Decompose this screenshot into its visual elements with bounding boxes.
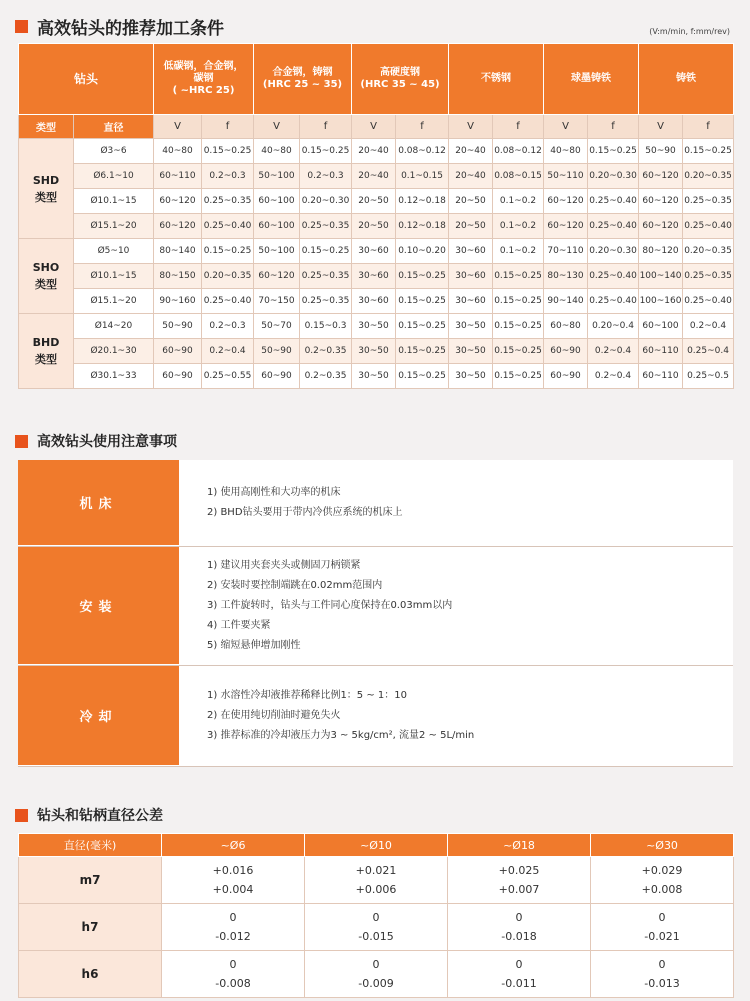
f-header: f	[588, 115, 639, 139]
feed-cell: 0.20~0.35	[683, 164, 734, 189]
speed-cell: 30~60	[449, 239, 493, 264]
speed-cell: 100~140	[639, 264, 683, 289]
feed-cell: 0.1~0.2	[493, 189, 544, 214]
speed-cell: 30~60	[449, 264, 493, 289]
material-label: (HRC 25 ~ 35)	[262, 79, 343, 90]
speed-cell: 20~50	[449, 214, 493, 239]
feed-cell: 0.15~0.25	[493, 339, 544, 364]
speed-cell: 30~50	[352, 314, 396, 339]
speed-cell: 80~130	[544, 264, 588, 289]
tolerance-value-cell	[305, 951, 448, 998]
note-item: 2) 在使用纯切削油时避免失火	[207, 710, 341, 721]
note-item: 1) 水溶性冷却液推荐稀释比例1：5 ~ 1：10	[207, 690, 407, 701]
feed-cell: 0.2~0.4	[588, 339, 639, 364]
table-row	[19, 264, 734, 289]
type-group-cell	[19, 139, 74, 239]
speed-cell: 80~140	[154, 239, 202, 264]
speed-cell: 60~100	[639, 314, 683, 339]
type-label: 类型	[35, 278, 57, 291]
feed-cell: 0.08~0.12	[493, 139, 544, 164]
feed-cell: 0.1~0.2	[493, 239, 544, 264]
material-label: 不锈钢	[481, 73, 512, 84]
speed-cell: 20~50	[352, 189, 396, 214]
feed-cell: 0.15~0.3	[300, 314, 352, 339]
speed-cell: 30~60	[352, 264, 396, 289]
section-title-conditions	[15, 14, 224, 39]
speed-cell: 60~100	[254, 214, 300, 239]
diameter-mm-header: 直径(毫米)	[19, 834, 162, 857]
material-header	[352, 44, 449, 115]
type-header: 类型	[19, 115, 74, 139]
feed-cell: 0.15~0.25	[493, 364, 544, 389]
speed-cell: 50~90	[254, 339, 300, 364]
lower-deviation: -0.012	[215, 930, 251, 943]
speed-cell: 60~110	[639, 339, 683, 364]
speed-cell: 60~90	[544, 364, 588, 389]
tolerance-value-cell	[305, 904, 448, 951]
feed-cell: 0.12~0.18	[396, 214, 449, 239]
speed-cell: 50~110	[544, 164, 588, 189]
feed-cell: 0.25~0.35	[683, 189, 734, 214]
diameter-cell: Ø10.1~15	[74, 264, 154, 289]
type-code: SHO	[32, 261, 60, 274]
diameter-range-header: ~Ø10	[305, 834, 448, 857]
speed-cell: 30~60	[449, 289, 493, 314]
feed-cell: 0.12~0.18	[396, 189, 449, 214]
v-header: V	[544, 115, 588, 139]
feed-cell: 0.25~0.35	[202, 189, 254, 214]
feed-cell: 0.2~0.35	[300, 364, 352, 389]
section-title-text: 高效钻头的推荐加工条件	[37, 19, 224, 39]
table-row	[19, 289, 734, 314]
table-row	[19, 214, 734, 239]
note-category-label: 机床	[18, 460, 179, 546]
speed-cell: 60~100	[254, 189, 300, 214]
tolerance-table	[18, 833, 734, 998]
v-header: V	[639, 115, 683, 139]
table-row	[19, 339, 734, 364]
type-label: 类型	[35, 353, 57, 366]
speed-cell: 80~120	[639, 239, 683, 264]
table-row	[19, 314, 734, 339]
note-row	[18, 547, 733, 666]
feed-cell: 0.20~0.35	[683, 239, 734, 264]
speed-cell: 60~120	[154, 189, 202, 214]
feed-cell: 0.15~0.25	[300, 239, 352, 264]
note-item: 1) 使用高刚性和大功率的机床	[207, 487, 341, 498]
feed-cell: 0.25~0.35	[300, 289, 352, 314]
upper-deviation: 0	[372, 911, 380, 924]
speed-cell: 60~120	[544, 189, 588, 214]
upper-deviation: 0	[515, 911, 523, 924]
lower-deviation: +0.004	[212, 883, 254, 896]
tolerance-value-cell	[448, 904, 591, 951]
feed-cell: 0.2~0.4	[683, 314, 734, 339]
feed-cell: 0.20~0.4	[588, 314, 639, 339]
type-group-cell	[19, 314, 74, 389]
note-item: 1) 建议用夹套夹头或侧固刀柄锁紧	[207, 560, 361, 571]
lower-deviation: +0.006	[355, 883, 397, 896]
speed-cell: 70~150	[254, 289, 300, 314]
tolerance-value-cell	[591, 857, 734, 904]
speed-cell: 60~120	[154, 214, 202, 239]
feed-cell: 0.25~0.55	[202, 364, 254, 389]
feed-cell: 0.25~0.40	[588, 189, 639, 214]
feed-cell: 0.15~0.25	[202, 139, 254, 164]
feed-cell: 0.25~0.35	[683, 264, 734, 289]
upper-deviation: 0	[229, 911, 237, 924]
section-title-text: 钻头和钻柄直径公差	[37, 808, 163, 824]
v-header: V	[449, 115, 493, 139]
f-header: f	[202, 115, 254, 139]
speed-cell: 30~50	[449, 364, 493, 389]
feed-cell: 0.15~0.25	[683, 139, 734, 164]
speed-cell: 80~150	[154, 264, 202, 289]
feed-cell: 0.20~0.30	[300, 189, 352, 214]
speed-cell: 60~90	[544, 339, 588, 364]
speed-cell: 50~100	[254, 164, 300, 189]
speed-cell: 90~140	[544, 289, 588, 314]
v-header: V	[254, 115, 300, 139]
speed-cell: 60~120	[639, 164, 683, 189]
diameter-cell: Ø20.1~30	[74, 339, 154, 364]
feed-cell: 0.15~0.25	[202, 239, 254, 264]
feed-cell: 0.25~0.40	[683, 214, 734, 239]
speed-cell: 20~40	[449, 139, 493, 164]
upper-deviation: +0.016	[212, 864, 254, 877]
feed-cell: 0.2~0.3	[300, 164, 352, 189]
speed-cell: 60~110	[154, 164, 202, 189]
material-header	[254, 44, 352, 115]
tolerance-value-cell	[448, 951, 591, 998]
diameter-cell: Ø14~20	[74, 314, 154, 339]
feed-cell: 0.15~0.25	[493, 314, 544, 339]
header-row	[19, 44, 734, 115]
diameter-cell: Ø6.1~10	[74, 164, 154, 189]
diameter-cell: Ø10.1~15	[74, 189, 154, 214]
type-group-cell	[19, 239, 74, 314]
material-header	[154, 44, 254, 115]
f-header: f	[493, 115, 544, 139]
diameter-cell: Ø5~10	[74, 239, 154, 264]
feed-cell: 0.2~0.4	[202, 339, 254, 364]
tolerance-class-label: h7	[19, 904, 162, 951]
speed-cell: 20~40	[352, 164, 396, 189]
feed-cell: 0.25~0.5	[683, 364, 734, 389]
feed-cell: 0.25~0.40	[202, 214, 254, 239]
feed-cell: 0.2~0.3	[202, 314, 254, 339]
feed-cell: 0.25~0.40	[588, 264, 639, 289]
tolerance-value-cell	[162, 904, 305, 951]
feed-cell: 0.2~0.35	[300, 339, 352, 364]
feed-cell: 0.15~0.25	[396, 289, 449, 314]
diameter-cell: Ø3~6	[74, 139, 154, 164]
feed-cell: 0.2~0.4	[588, 364, 639, 389]
table-row	[19, 364, 734, 389]
tolerance-value-cell	[162, 951, 305, 998]
table-row	[19, 189, 734, 214]
upper-deviation: 0	[658, 958, 666, 971]
speed-cell: 60~90	[254, 364, 300, 389]
usage-notes	[18, 460, 733, 767]
feed-cell: 0.25~0.40	[588, 214, 639, 239]
feed-cell: 0.25~0.40	[588, 289, 639, 314]
speed-cell: 50~90	[154, 314, 202, 339]
speed-cell: 60~110	[639, 364, 683, 389]
tolerance-class-label: m7	[19, 857, 162, 904]
speed-cell: 40~80	[544, 139, 588, 164]
section-title-tolerance	[15, 805, 163, 825]
diameter-range-header: ~Ø30	[591, 834, 734, 857]
drill-header: 钻头	[19, 44, 154, 115]
note-row	[18, 460, 733, 547]
feed-cell: 0.15~0.25	[396, 314, 449, 339]
f-header: f	[300, 115, 352, 139]
speed-cell: 90~160	[154, 289, 202, 314]
speed-cell: 60~120	[254, 264, 300, 289]
upper-deviation: +0.025	[498, 864, 540, 877]
speed-cell: 50~70	[254, 314, 300, 339]
feed-cell: 0.25~0.40	[683, 289, 734, 314]
feed-cell: 0.20~0.35	[202, 264, 254, 289]
speed-cell: 30~50	[449, 314, 493, 339]
type-code: SHD	[32, 173, 60, 187]
note-content	[179, 666, 733, 766]
speed-cell: 60~120	[639, 189, 683, 214]
feed-cell: 0.10~0.20	[396, 239, 449, 264]
feed-cell: 0.15~0.25	[300, 139, 352, 164]
speed-cell: 50~90	[639, 139, 683, 164]
note-content	[179, 460, 733, 546]
note-row	[18, 666, 733, 767]
feed-cell: 0.1~0.15	[396, 164, 449, 189]
tolerance-value-cell	[591, 951, 734, 998]
speed-cell: 50~100	[254, 239, 300, 264]
subheader-row	[19, 115, 734, 139]
speed-cell: 40~80	[154, 139, 202, 164]
table-row	[19, 239, 734, 264]
upper-deviation: 0	[515, 958, 523, 971]
tolerance-value-cell	[448, 857, 591, 904]
feed-cell: 0.25~0.35	[300, 214, 352, 239]
feed-cell: 0.15~0.25	[493, 264, 544, 289]
speed-cell: 60~120	[544, 214, 588, 239]
material-label: ( ~HRC 25)	[172, 85, 235, 96]
section-title-notes	[15, 431, 177, 451]
speed-cell: 30~50	[449, 339, 493, 364]
tolerance-row	[19, 857, 734, 904]
lower-deviation: -0.009	[358, 977, 394, 990]
feed-cell: 0.15~0.25	[396, 339, 449, 364]
upper-deviation: 0	[372, 958, 380, 971]
diameter-cell: Ø30.1~33	[74, 364, 154, 389]
speed-cell: 60~90	[154, 339, 202, 364]
lower-deviation: -0.021	[644, 930, 680, 943]
tolerance-value-cell	[591, 904, 734, 951]
speed-cell: 60~90	[154, 364, 202, 389]
speed-cell: 20~40	[352, 139, 396, 164]
speed-cell: 100~160	[639, 289, 683, 314]
feed-cell: 0.25~0.40	[202, 289, 254, 314]
feed-cell: 0.1~0.2	[493, 214, 544, 239]
diameter-header: 直径	[74, 115, 154, 139]
upper-deviation: +0.029	[641, 864, 683, 877]
upper-deviation: 0	[658, 911, 666, 924]
section-marker-icon	[15, 20, 28, 33]
note-item: 3) 工件旋转时，钻头与工件同心度保持在0.03mm以内	[207, 600, 453, 611]
speed-cell: 60~80	[544, 314, 588, 339]
lower-deviation: -0.018	[501, 930, 537, 943]
diameter-range-header: ~Ø18	[448, 834, 591, 857]
table-row	[19, 164, 734, 189]
v-header: V	[352, 115, 396, 139]
feed-cell: 0.15~0.25	[493, 289, 544, 314]
lower-deviation: +0.008	[641, 883, 683, 896]
v-header: V	[154, 115, 202, 139]
speed-cell: 60~120	[639, 214, 683, 239]
diameter-cell: Ø15.1~20	[74, 214, 154, 239]
speed-cell: 20~50	[352, 214, 396, 239]
section-title-text: 高效钻头使用注意事项	[37, 434, 177, 450]
material-header	[544, 44, 639, 115]
speed-cell: 30~60	[352, 289, 396, 314]
f-header: f	[396, 115, 449, 139]
note-content	[179, 547, 733, 665]
speed-cell: 20~50	[449, 189, 493, 214]
speed-cell: 40~80	[254, 139, 300, 164]
material-label: 合金钢，铸钢	[272, 67, 333, 78]
lower-deviation: -0.013	[644, 977, 680, 990]
material-header	[449, 44, 544, 115]
material-label: 铸铁	[676, 73, 697, 84]
feed-cell: 0.15~0.25	[588, 139, 639, 164]
f-header: f	[683, 115, 734, 139]
material-label: (HRC 35 ~ 45)	[360, 79, 440, 90]
diameter-cell: Ø15.1~20	[74, 289, 154, 314]
speed-cell: 30~50	[352, 364, 396, 389]
speed-cell: 30~50	[352, 339, 396, 364]
unit-note: (V:m/min, f:mm/rev)	[649, 27, 730, 36]
diameter-range-header: ~Ø6	[162, 834, 305, 857]
upper-deviation: 0	[229, 958, 237, 971]
speed-cell: 70~110	[544, 239, 588, 264]
material-label: 低碳钢，合金钢，	[163, 61, 244, 72]
feed-cell: 0.2~0.3	[202, 164, 254, 189]
cutting-conditions-table	[18, 43, 734, 389]
lower-deviation: +0.007	[498, 883, 540, 896]
feed-cell: 0.20~0.30	[588, 239, 639, 264]
note-item: 2) BHD钻头要用于带内冷供应系统的机床上	[207, 507, 403, 518]
material-header	[639, 44, 734, 115]
type-code: BHD	[32, 336, 60, 349]
section-marker-icon	[15, 809, 28, 822]
feed-cell: 0.15~0.25	[396, 364, 449, 389]
feed-cell: 0.25~0.4	[683, 339, 734, 364]
upper-deviation: +0.021	[355, 864, 397, 877]
speed-cell: 30~60	[352, 239, 396, 264]
note-item: 2) 安装时要控制端跳在0.02mm范围内	[207, 580, 383, 591]
tolerance-value-cell	[162, 857, 305, 904]
feed-cell: 0.25~0.35	[300, 264, 352, 289]
tolerance-row	[19, 904, 734, 951]
feed-cell: 0.08~0.15	[493, 164, 544, 189]
feed-cell: 0.20~0.30	[588, 164, 639, 189]
table-row	[19, 139, 734, 164]
note-category-label: 安装	[18, 547, 179, 665]
tolerance-row	[19, 951, 734, 998]
material-label: 高硬度钢	[380, 67, 421, 78]
tolerance-value-cell	[305, 857, 448, 904]
tolerance-class-label: h6	[19, 951, 162, 998]
section-marker-icon	[15, 435, 28, 448]
lower-deviation: -0.008	[215, 977, 251, 990]
note-item: 4) 工件要夹紧	[207, 620, 271, 631]
tolerance-header-row	[19, 834, 734, 857]
material-label: 球墨铸铁	[571, 73, 612, 84]
material-label: 碳钢	[193, 73, 214, 84]
note-item: 3) 推荐标准的冷却液压力为3 ~ 5kg/cm², 流量2 ~ 5L/min	[207, 730, 475, 741]
feed-cell: 0.15~0.25	[396, 264, 449, 289]
note-category-label: 冷却	[18, 666, 179, 766]
note-item: 5) 缩短悬伸增加刚性	[207, 640, 301, 651]
lower-deviation: -0.015	[358, 930, 394, 943]
lower-deviation: -0.011	[501, 977, 537, 990]
speed-cell: 20~40	[449, 164, 493, 189]
type-label: 类型	[35, 190, 57, 204]
feed-cell: 0.08~0.12	[396, 139, 449, 164]
